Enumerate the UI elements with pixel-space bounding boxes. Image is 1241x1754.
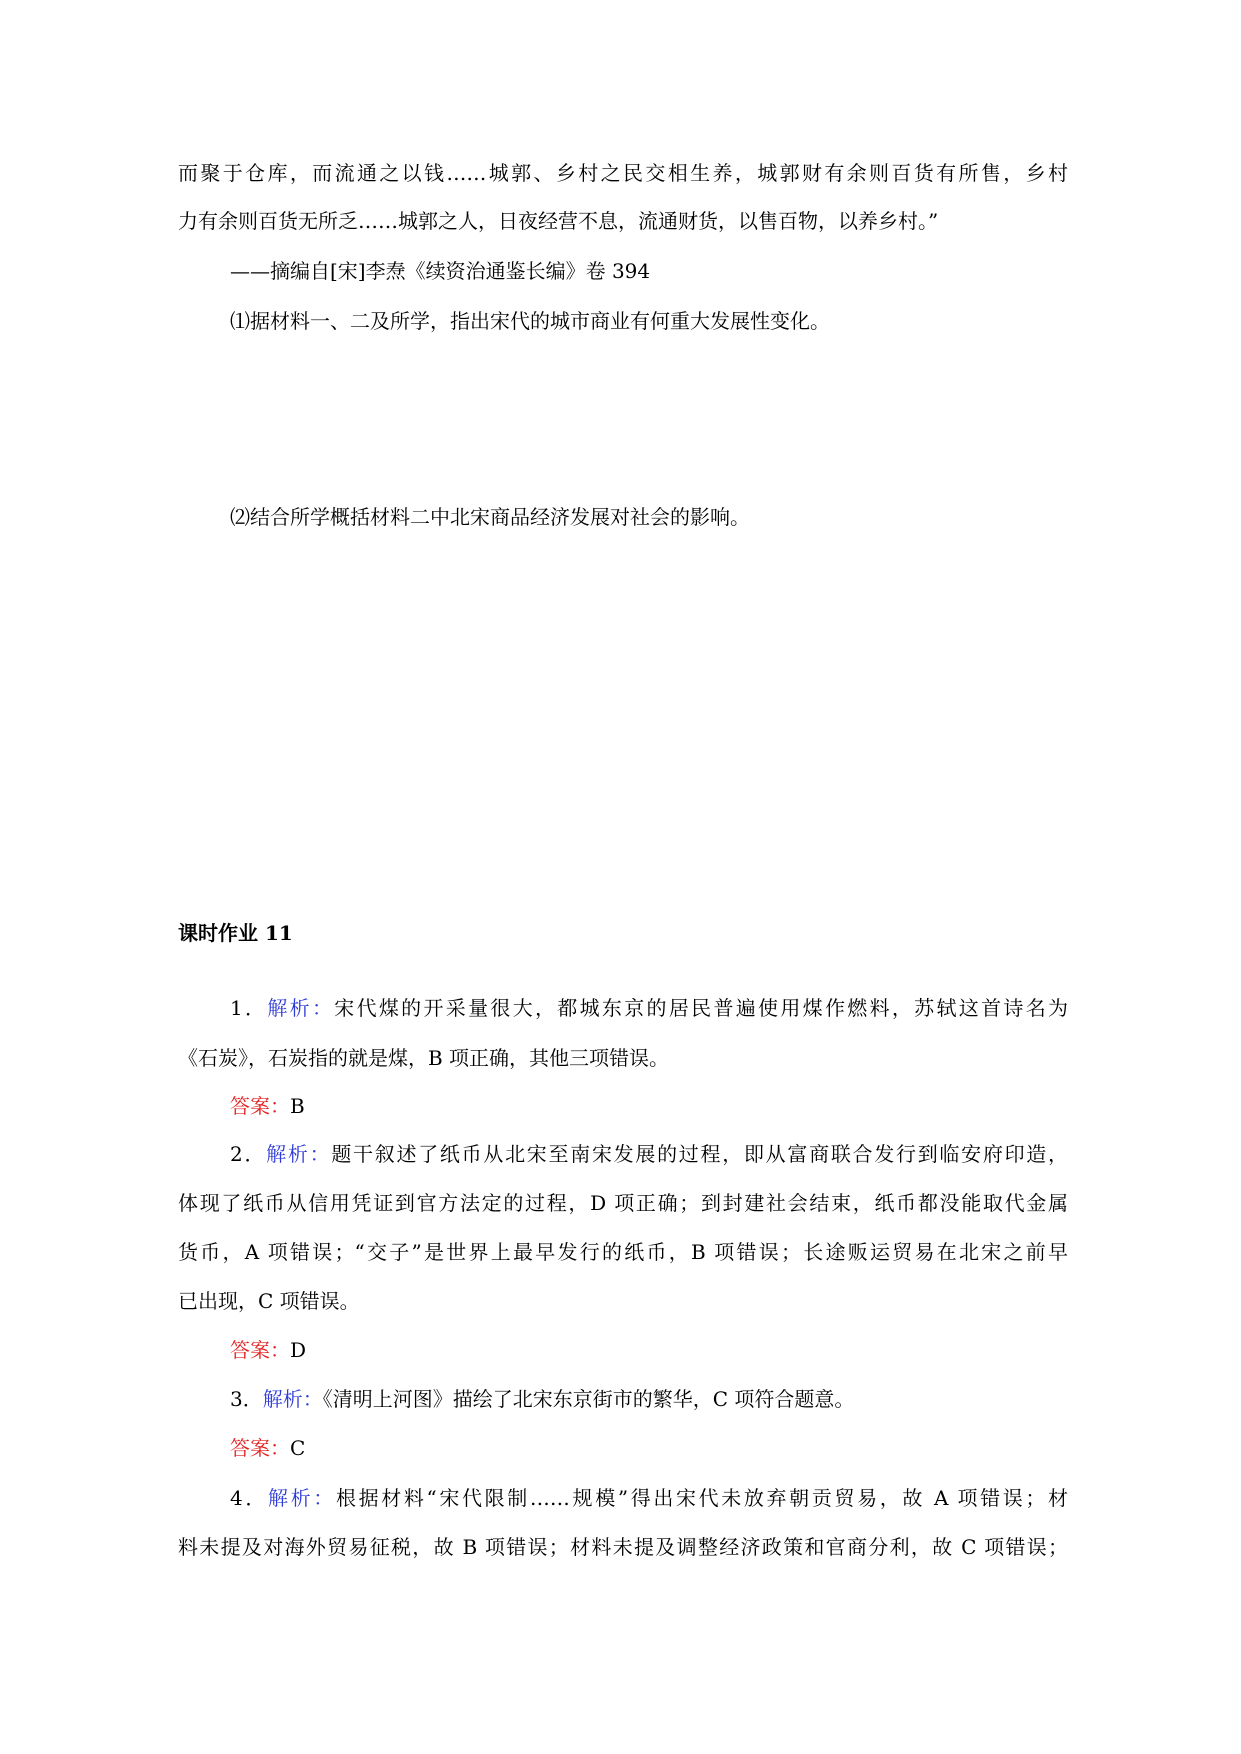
answer-item-4-line-2: 料未提及对海外贸易征税，故 B 项错误；材料未提及调整经济政策和官商分利，故 C 项错误； xyxy=(178,1535,1068,1559)
answer-item-3-result xyxy=(230,1433,1068,1463)
material-line-1: 而聚于仓库，而流通之以钱……城郭、乡村之民交相生养，城郭财有余则百货有所售，乡村 xyxy=(178,161,1068,185)
material-line-2: 力有余则百货无所乏……城郭之人，日夜经营不息，流通财货，以售百物，以养乡村。” xyxy=(178,209,939,233)
item-number: 2． xyxy=(230,1142,267,1166)
answer-label: 答案： xyxy=(230,1094,290,1118)
answer-label: 答案： xyxy=(230,1436,290,1460)
material-source: ——摘编自[宋]李焘《续资治通鉴长编》卷 394 xyxy=(230,259,651,283)
item-number: 3． xyxy=(230,1387,263,1411)
question-2: ⑵结合所学概括材料二中北宋商品经济发展对社会的影响。 xyxy=(230,505,750,529)
answer-item-1-result xyxy=(230,1091,1068,1121)
answer-item-2-line-3: 货币，A 项错误；“交子”是世界上最早发行的纸币，B 项错误；长途贩运贸易在北宋之前早 xyxy=(178,1240,1068,1264)
answer-value: C xyxy=(290,1436,306,1460)
analysis-label: 解析： xyxy=(262,1387,323,1411)
analysis-text: 宋代煤的开采量很大，都城东京的居民普遍使用煤作燃料，苏轼这首诗名为 xyxy=(334,996,1069,1020)
analysis-text: 《清明上河图》描绘了北宋东京街市的繁华，C 项符合题意。 xyxy=(322,1387,855,1411)
answer-value: D xyxy=(290,1338,307,1362)
analysis-text: 根据材料“宋代限制……规模”得出宋代未放弃朝贡贸易，故 A 项错误；材 xyxy=(335,1486,1069,1510)
question-1: ⑴据材料一、二及所学，指出宋代的城市商业有何重大发展性变化。 xyxy=(230,309,830,333)
answer-item-2-line-1 xyxy=(230,1139,1068,1169)
item-number: 4． xyxy=(230,1486,269,1510)
answer-item-1-line-2: 《石炭》，石炭指的就是煤，B 项正确，其他三项错误。 xyxy=(178,1046,670,1070)
answer-item-2-line-4: 已出现，C 项错误。 xyxy=(178,1289,360,1313)
answer-item-4-line-1 xyxy=(230,1483,1068,1513)
answer-item-2-line-2: 体现了纸币从信用凭证到官方法定的过程，D 项正确；到封建社会结束，纸币都没能取代金属 xyxy=(178,1191,1068,1215)
analysis-label: 解析： xyxy=(266,1142,332,1166)
answer-item-2-result xyxy=(230,1335,1068,1365)
answer-label: 答案： xyxy=(230,1338,290,1362)
analysis-label: 解析： xyxy=(267,996,335,1020)
analysis-label: 解析： xyxy=(268,1486,336,1510)
section-title: 课时作业 11 xyxy=(178,921,293,945)
answer-item-1-line-1 xyxy=(230,993,1068,1023)
analysis-text: 题干叙述了纸币从北宋至南宋发展的过程，即从富商联合发行到临安府印造， xyxy=(331,1142,1069,1166)
answer-item-3-line-1 xyxy=(230,1384,1068,1414)
item-number: 1． xyxy=(230,996,268,1020)
answer-value: B xyxy=(290,1094,305,1118)
